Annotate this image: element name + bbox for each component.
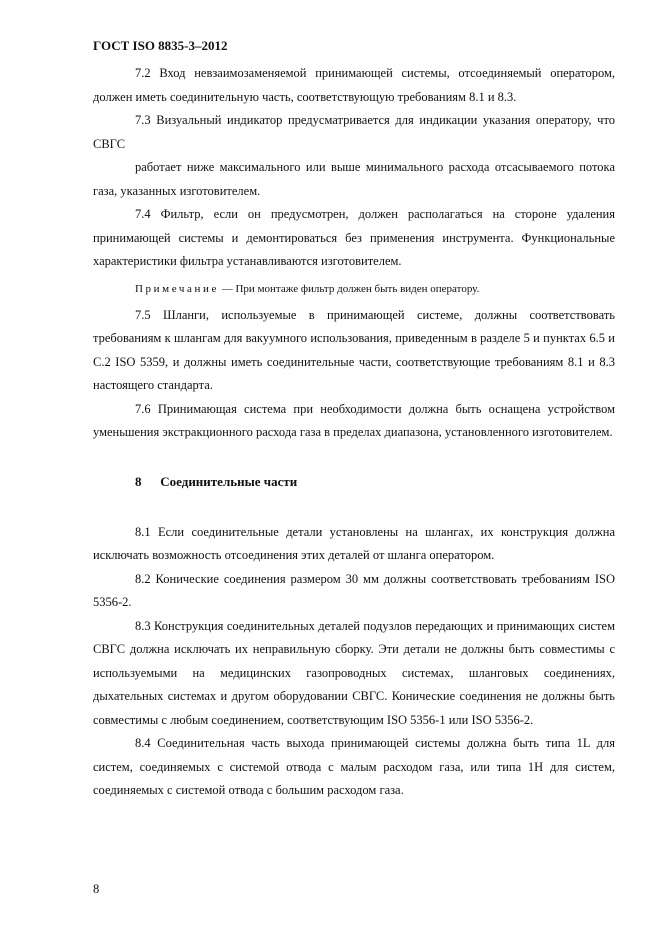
paragraph-7-6: 7.6 Принимающая система при необходимости должна быть оснащена устройством уменьшения экстракционного расхода газа в пределах диапазона, установленного изготовителем. xyxy=(93,401,615,439)
paragraph-7-3-continued: работает ниже максимального или выше минимального расхода отсасываемого потока газа, указанных изготовителем. xyxy=(93,160,615,198)
paragraph-8-2: 8.2 Конические соединения размером 30 мм должны соответствовать требованиям ISO 5356-2. xyxy=(93,571,615,609)
document-header: ГОСТ ISO 8835-3–2012 xyxy=(93,38,228,53)
section-number: 8 xyxy=(135,473,142,489)
paragraph-8-4: 8.4 Соединительная часть выхода принимающей системы должна быть типа 1L для систем, соединяемых с системой отвода с малым расходом газа, или типа 1H для систем, соединяемых с системой отвода с большим расходом газа. xyxy=(93,736,615,797)
paragraph-8-1: 8.1 Если соединительные детали установлены на шлангах, их конструкция должна исключать возможность отсоединения этих деталей от шланга оператором. xyxy=(93,524,615,562)
note-label: Примечание xyxy=(135,282,219,295)
note-text: — При монтаже фильтр должен быть виден оператору. xyxy=(221,282,480,295)
document-body xyxy=(93,62,615,803)
paragraph-7-5: 7.5 Шланги, используемые в принимающей системе, должны соответствовать требованиям к шлангам для вакуумного использования, приведенным в разделе 5 и пунктах 6.5 и С.2 ISO 5359, и должны иметь соединительные части, соответствующие требованиям 8.1 и 8.3 настоящего стандарта. xyxy=(93,307,615,392)
paragraph-8-3: 8.3 Конструкция соединительных деталей подузлов передающих и принимающих систем СВГС должна исключать их неправильную сборку. Эти детали не должны быть совместимы с используемыми на медицинских газопроводных системах, шланговых соединениях, дыхательных системах и другом оборудовании СВГС. Конические соединения не должны быть совместимы с любым соединением, соответствующим ISO 5356-1 или ISO 5356-2. xyxy=(93,618,615,727)
note xyxy=(93,276,615,302)
paragraph-7-3: 7.3 Визуальный индикатор предусматривается для индикации указания оператору, что СВГС xyxy=(93,113,615,151)
paragraph-7-2: 7.2 Вход невзаимозаменяемой принимающей системы, отсоединяемый оператором, должен иметь соединительную часть, соответствующую требованиям 8.1 и 8.3. xyxy=(93,66,615,104)
section-title: Соединительные части xyxy=(160,473,298,489)
section-heading xyxy=(93,467,615,497)
paragraph-7-4: 7.4 Фильтр, если он предусмотрен, должен располагаться на стороне удаления принимающей системы и демонтироваться без применения инструмента. Функциональные характеристики фильтра устанавливаются изготовителем. xyxy=(93,207,615,268)
page-number: 8 xyxy=(93,882,100,896)
